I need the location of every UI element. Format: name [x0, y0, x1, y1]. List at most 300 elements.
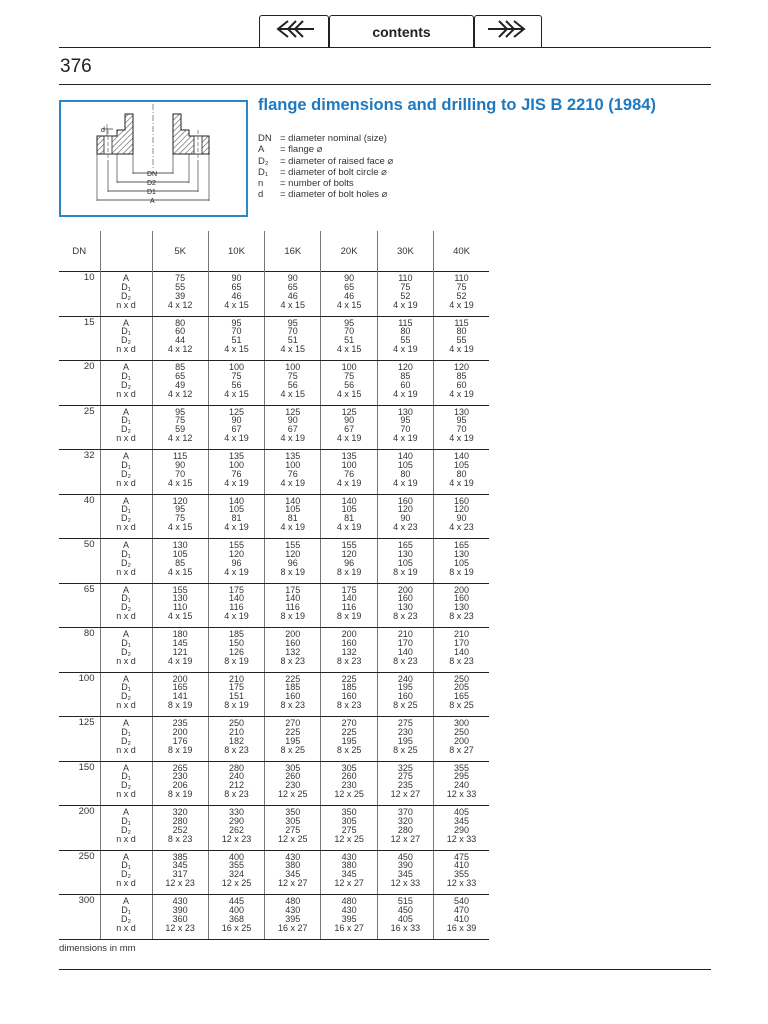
value-cell	[152, 717, 208, 762]
value-cell	[208, 583, 264, 628]
value-cell	[434, 494, 489, 539]
value: 280	[172, 815, 188, 826]
value: 355	[228, 860, 244, 871]
value-cell	[321, 672, 377, 717]
parameter-label: n x d	[116, 655, 136, 666]
value: 85	[400, 370, 411, 381]
value-cell	[265, 539, 321, 584]
parameter-label: D₂	[121, 691, 131, 702]
value: 8 x 23	[280, 655, 306, 666]
value: 250	[454, 726, 470, 737]
value: 95	[231, 317, 242, 328]
value: 120	[228, 548, 244, 559]
value: 130	[397, 548, 413, 559]
value: 200	[454, 735, 470, 746]
value: 210	[228, 673, 244, 684]
value: 430	[285, 851, 301, 862]
value: 140	[397, 451, 413, 461]
value: 480	[285, 896, 301, 906]
value: 59	[175, 424, 186, 435]
value: 4 x 19	[449, 477, 474, 488]
value: 182	[228, 735, 244, 746]
column-header-30k: 30K	[377, 231, 433, 272]
value: 230	[172, 771, 188, 782]
legend-row	[258, 133, 393, 144]
diagram-label-d1: D1	[147, 189, 156, 196]
value: 155	[341, 540, 357, 550]
value: 4 x 15	[280, 299, 306, 310]
value: 95	[344, 317, 355, 328]
value: 185	[341, 682, 357, 693]
value: 70	[287, 326, 298, 337]
parameter-label: A	[122, 273, 129, 283]
value: 8 x 25	[393, 700, 418, 711]
parameter-label: D₁	[121, 415, 131, 426]
value: 4 x 19	[449, 433, 474, 444]
previous-page-tab[interactable]	[259, 15, 329, 47]
value: 80	[400, 468, 411, 479]
parameter-label: D₂	[121, 379, 131, 390]
value: 317	[172, 869, 188, 880]
value: 8 x 19	[393, 566, 418, 577]
table-row	[59, 272, 489, 317]
dn-cell: 300	[59, 895, 100, 940]
parameter-cell	[100, 761, 152, 806]
value: 12 x 33	[446, 878, 477, 889]
value: 52	[400, 290, 411, 301]
value: 430	[341, 851, 357, 862]
value: 345	[285, 869, 301, 880]
table-row	[59, 405, 489, 450]
value: 4 x 15	[224, 344, 249, 355]
value: 320	[397, 815, 413, 826]
value: 110	[172, 602, 188, 613]
dn-cell: 50	[59, 539, 100, 584]
value: 141	[172, 691, 188, 702]
legend-description: = number of bolts	[280, 178, 354, 190]
value-cell	[208, 316, 264, 361]
value-cell	[434, 806, 489, 851]
value: 4 x 12	[167, 433, 193, 444]
value-cell	[377, 450, 433, 495]
value-cell	[377, 539, 433, 584]
parameter-cell	[100, 628, 152, 673]
value: 4 x 19	[393, 344, 418, 355]
value: 140	[341, 495, 357, 506]
parameter-label: D₁	[121, 593, 131, 604]
legend-description: = diameter of bolt circle ⌀	[280, 166, 387, 178]
parameter-label: D₂	[121, 824, 131, 835]
column-header-20k: 20K	[321, 231, 377, 272]
parameter-label: A	[122, 362, 129, 372]
value: 140	[341, 593, 357, 604]
page-number: 376	[60, 56, 92, 77]
value-cell	[377, 583, 433, 628]
value: 126	[228, 646, 244, 657]
value: 80	[456, 326, 467, 337]
value: 4 x 12	[167, 299, 193, 310]
column-header-40k: 40K	[434, 231, 489, 272]
value: 390	[172, 904, 188, 915]
parameter-label: n x d	[116, 789, 136, 800]
value: 55	[175, 281, 186, 292]
value: 70	[400, 424, 411, 435]
value: 240	[397, 673, 413, 684]
value: 290	[454, 824, 470, 835]
page-title: flange dimensions and drilling to JIS B 2210 (1984)	[258, 96, 656, 114]
value-cell	[377, 806, 433, 851]
value: 160	[285, 691, 301, 702]
value: 70	[344, 326, 355, 337]
value-cell	[377, 850, 433, 895]
value: 55	[456, 335, 467, 346]
value: 4 x 19	[449, 388, 474, 399]
contents-label: contents	[372, 23, 431, 40]
parameter-label: n x d	[116, 833, 136, 844]
value: 280	[397, 824, 413, 835]
value-cell	[208, 761, 264, 806]
value: 300	[454, 718, 470, 728]
value-cell	[152, 539, 208, 584]
table-header-row	[59, 231, 489, 272]
value-cell	[265, 628, 321, 673]
value: 105	[454, 459, 470, 470]
value: 4 x 19	[336, 522, 362, 533]
diagram-label-d2: D2	[147, 180, 156, 187]
parameter-label: A	[122, 495, 129, 506]
value: 210	[397, 629, 413, 639]
value: 151	[228, 691, 244, 702]
dn-cell: 100	[59, 672, 100, 717]
value: 368	[228, 913, 244, 924]
parameter-label: D₁	[121, 281, 131, 292]
value: 270	[341, 718, 357, 728]
value: 80	[456, 468, 467, 479]
parameter-label: D₂	[121, 913, 131, 924]
value: 275	[285, 824, 301, 835]
value: 12 x 27	[390, 789, 421, 800]
value-cell	[377, 316, 433, 361]
value: 12 x 27	[278, 878, 308, 889]
value: 46	[287, 290, 298, 301]
value-cell	[377, 672, 433, 717]
value: 275	[397, 718, 413, 728]
value-cell	[434, 717, 489, 762]
value: 4 x 15	[336, 344, 362, 355]
value: 385	[172, 851, 188, 862]
parameter-label: A	[122, 896, 129, 906]
value: 120	[172, 495, 188, 506]
value: 280	[228, 762, 244, 773]
value: 4 x 19	[224, 477, 249, 488]
value: 85	[175, 362, 186, 372]
value-cell	[265, 361, 321, 406]
column-header-16k: 16K	[265, 231, 321, 272]
parameter-label: A	[122, 718, 129, 728]
value: 65	[344, 281, 355, 292]
dn-cell: 125	[59, 717, 100, 762]
value-cell	[265, 761, 321, 806]
value: 4 x 19	[280, 477, 306, 488]
value-cell	[321, 405, 377, 450]
value: 115	[454, 317, 469, 328]
value: 140	[228, 593, 244, 604]
value: 125	[341, 406, 357, 417]
value-cell	[152, 628, 208, 673]
parameter-cell	[100, 494, 152, 539]
value: 75	[287, 370, 298, 381]
parameter-label: n x d	[116, 700, 136, 711]
value: 150	[228, 637, 244, 648]
value: 4 x 19	[393, 299, 418, 310]
value: 105	[397, 459, 413, 470]
value: 4 x 19	[393, 477, 418, 488]
value: 90	[344, 273, 355, 283]
value: 4 x 15	[167, 522, 193, 533]
value: 135	[341, 451, 357, 461]
value: 12 x 25	[334, 833, 364, 844]
value: 12 x 25	[221, 878, 252, 889]
value-cell	[152, 450, 208, 495]
column-header-5k: 5K	[152, 231, 208, 272]
parameter-label: n x d	[116, 299, 136, 310]
value: 475	[454, 851, 470, 862]
value: 145	[172, 637, 188, 648]
value: 4 x 15	[280, 344, 306, 355]
value: 120	[397, 504, 413, 515]
value: 4 x 15	[167, 477, 193, 488]
value: 4 x 19	[224, 522, 249, 533]
value: 44	[175, 335, 186, 346]
table-row	[59, 850, 489, 895]
value: 8 x 23	[336, 700, 362, 711]
column-header-dn: DN	[72, 245, 87, 257]
value-cell	[208, 672, 264, 717]
value: 12 x 23	[221, 833, 252, 844]
value: 135	[228, 451, 244, 461]
value: 175	[228, 682, 244, 693]
value: 90	[287, 273, 298, 283]
value: 56	[344, 379, 355, 390]
value: 8 x 23	[449, 655, 474, 666]
value: 55	[400, 335, 411, 346]
value: 4 x 19	[336, 477, 362, 488]
value: 185	[285, 682, 301, 693]
value: 225	[285, 726, 301, 737]
value: 110	[398, 273, 413, 283]
value: 200	[172, 673, 188, 684]
value: 140	[228, 495, 244, 506]
value: 52	[456, 290, 467, 301]
value: 95	[175, 406, 186, 417]
value: 235	[172, 718, 188, 728]
value: 305	[341, 762, 357, 773]
value: 165	[454, 540, 470, 550]
value: 105	[285, 504, 301, 515]
value-cell	[265, 895, 321, 940]
table-row	[59, 361, 489, 406]
value-cell	[434, 450, 489, 495]
value: 8 x 19	[280, 566, 306, 577]
value: 125	[285, 406, 301, 417]
value-cell	[265, 316, 321, 361]
flange-diagram	[59, 100, 248, 217]
value: 8 x 23	[336, 655, 362, 666]
value-cell	[208, 494, 264, 539]
value: 60	[175, 326, 186, 337]
legend-row	[258, 178, 393, 189]
parameter-cell	[100, 583, 152, 628]
value-cell	[152, 806, 208, 851]
value: 116	[285, 602, 300, 613]
value: 8 x 25	[280, 744, 306, 755]
value: 8 x 27	[449, 744, 474, 755]
parameter-cell	[100, 405, 152, 450]
value: 176	[172, 735, 188, 746]
table-row	[59, 450, 489, 495]
value: 76	[231, 468, 242, 479]
value-cell	[377, 761, 433, 806]
value: 262	[228, 824, 244, 835]
dn-cell: 200	[59, 806, 100, 851]
value: 96	[231, 557, 242, 568]
value-cell	[208, 850, 264, 895]
diagram-label-d: d	[101, 127, 105, 134]
value-cell	[321, 583, 377, 628]
value: 4 x 23	[393, 522, 418, 533]
value: 160	[285, 637, 301, 648]
value: 355	[454, 762, 470, 773]
value: 200	[454, 584, 470, 595]
value: 8 x 25	[336, 744, 362, 755]
value: 180	[172, 629, 188, 639]
value: 4 x 19	[449, 344, 474, 355]
value-cell	[152, 850, 208, 895]
table-row	[59, 895, 489, 940]
value: 8 x 25	[449, 700, 474, 711]
value-cell	[321, 361, 377, 406]
value: 110	[454, 273, 469, 283]
table-row	[59, 539, 489, 584]
legend-description: = diameter of raised face ⌀	[280, 155, 394, 167]
parameter-cell	[100, 316, 152, 361]
dn-cell: 20	[59, 361, 100, 406]
value: 395	[285, 913, 301, 924]
value: 4 x 12	[167, 388, 193, 399]
value: 350	[285, 807, 301, 817]
parameter-label: n x d	[116, 522, 136, 533]
value: 8 x 23	[224, 744, 249, 755]
value: 12 x 23	[165, 922, 195, 933]
parameter-cell	[100, 672, 152, 717]
parameter-cell	[100, 361, 152, 406]
value: 355	[454, 869, 470, 880]
parameter-label: n x d	[116, 344, 136, 355]
value: 345	[172, 860, 188, 871]
legend-description: = diameter nominal (size)	[280, 133, 387, 144]
legend-term: D₂	[258, 155, 269, 167]
value: 85	[456, 370, 467, 381]
value: 275	[397, 771, 413, 782]
value: 90	[344, 415, 355, 426]
contents-tab[interactable]	[329, 15, 474, 47]
parameter-label: D₁	[121, 370, 131, 381]
next-page-tab[interactable]	[474, 15, 542, 47]
value: 105	[341, 504, 357, 515]
value: 430	[172, 896, 188, 906]
parameter-label: D₁	[121, 815, 131, 826]
value: 140	[285, 495, 301, 506]
parameter-label: n x d	[116, 744, 136, 755]
value: 195	[341, 735, 357, 746]
legend-term: A	[258, 144, 265, 156]
value: 240	[228, 771, 244, 782]
value: 46	[344, 290, 355, 301]
value: 49	[175, 379, 186, 390]
value: 120	[285, 548, 301, 559]
value: 16 x 27	[278, 922, 308, 933]
value: 130	[397, 406, 413, 417]
value: 250	[228, 718, 244, 728]
value: 185	[228, 629, 244, 639]
value: 67	[231, 424, 242, 435]
value-cell	[265, 806, 321, 851]
value: 4 x 15	[167, 566, 193, 577]
value: 212	[228, 780, 244, 791]
value: 390	[397, 860, 413, 871]
dn-cell: 40	[59, 494, 100, 539]
value: 67	[344, 424, 355, 435]
value: 470	[454, 904, 470, 915]
value: 16 x 39	[446, 922, 477, 933]
value: 200	[397, 584, 413, 595]
value: 295	[454, 771, 470, 782]
value-cell	[434, 895, 489, 940]
parameter-label: A	[122, 851, 129, 862]
value: 56	[287, 379, 298, 390]
value: 65	[175, 370, 186, 381]
parameter-label: n x d	[116, 477, 136, 488]
dn-cell: 150	[59, 761, 100, 806]
value: 39	[175, 290, 186, 301]
value: 155	[228, 540, 244, 550]
parameter-label: D₂	[121, 513, 131, 524]
dn-cell: 250	[59, 850, 100, 895]
parameter-label: D₂	[121, 735, 131, 746]
value-cell	[321, 717, 377, 762]
value: 80	[400, 326, 411, 337]
value: 95	[175, 504, 186, 515]
legend-description: = flange ⌀	[280, 144, 323, 156]
value: 65	[231, 281, 242, 292]
value: 130	[454, 406, 470, 417]
value: 8 x 23	[449, 611, 474, 622]
parameter-label: D₂	[121, 869, 131, 880]
value: 90	[400, 513, 411, 524]
value: 16 x 25	[221, 922, 252, 933]
value-cell	[265, 850, 321, 895]
value: 95	[456, 415, 467, 426]
value: 195	[397, 735, 413, 746]
parameter-cell	[100, 717, 152, 762]
value: 76	[287, 468, 298, 479]
parameter-label: A	[122, 807, 129, 817]
value: 200	[172, 726, 188, 737]
parameter-label: D₂	[121, 557, 131, 568]
value-cell	[321, 539, 377, 584]
value: 445	[228, 896, 244, 906]
value-cell	[434, 316, 489, 361]
